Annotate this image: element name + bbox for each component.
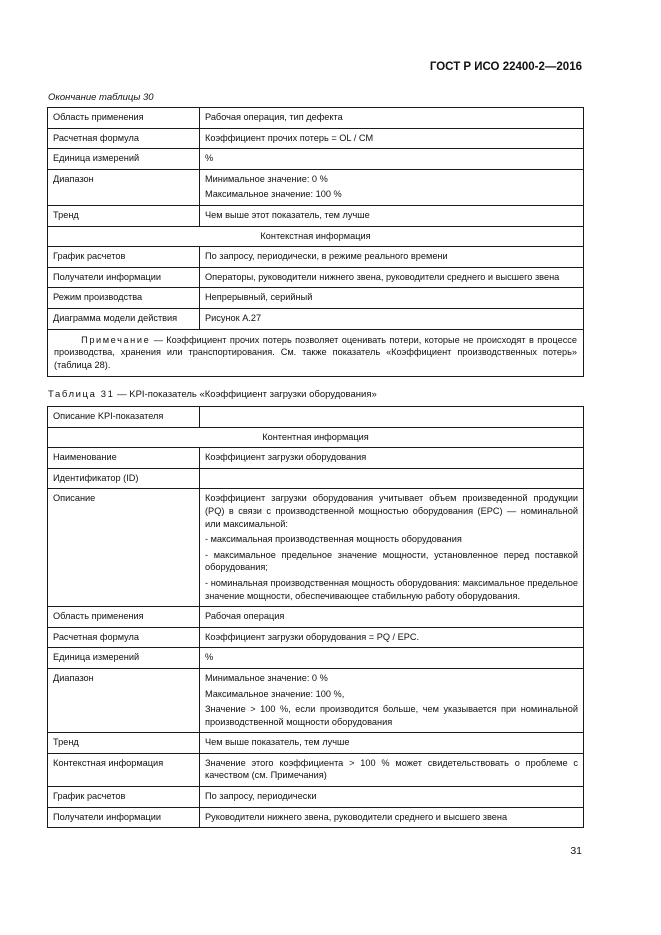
- table-note: [48, 329, 584, 377]
- row-label: Описание KPI-показателя: [48, 407, 200, 428]
- standard-number: ГОСТ Р ИСО 22400-2—2016: [429, 61, 582, 73]
- row-label: Диапазон: [48, 169, 200, 205]
- row-label: Получатели информации: [48, 267, 200, 288]
- row-value: %: [200, 648, 584, 669]
- row-value: Непрерывный, серийный: [200, 288, 584, 309]
- row-label: Область применения: [48, 108, 200, 129]
- row-value: Операторы, руководители нижнего звена, руководители среднего и высшего звена: [200, 267, 584, 288]
- table-row: [48, 733, 584, 754]
- table-row: [48, 169, 584, 205]
- table-row: [48, 607, 584, 628]
- row-value: По запросу, периодически: [200, 787, 584, 808]
- table-row: [48, 468, 584, 489]
- row-value: Минимальное значение: 0 % Максимальное значение: 100 %, Значение > 100 %, если производится больше, чем указывается при номинальной производственной мощности оборудования: [200, 668, 584, 732]
- row-label: Область применения: [48, 607, 200, 628]
- page-number: 31: [570, 845, 582, 857]
- table-row: [48, 308, 584, 329]
- row-value: Минимальное значение: 0 % Максимальное значение: 100 %: [200, 169, 584, 205]
- row-value: Чем выше этот показатель, тем лучше: [200, 205, 584, 226]
- table-row: [48, 448, 584, 469]
- table-row: [48, 205, 584, 226]
- table-30-caption: Окончание таблицы 30: [48, 92, 154, 103]
- row-value: Руководители нижнего звена, руководители среднего и высшего звена: [200, 807, 584, 828]
- row-label: Режим производства: [48, 288, 200, 309]
- row-value: Коэффициент прочих потерь = OL / CM: [200, 128, 584, 149]
- row-label: Контекстная информация: [48, 753, 200, 786]
- table-row: [48, 407, 584, 428]
- row-label: Идентификатор (ID): [48, 468, 200, 489]
- section-heading: Контентная информация: [48, 427, 584, 448]
- table-row: [48, 668, 584, 732]
- row-label: Единица измерений: [48, 648, 200, 669]
- table-row: [48, 267, 584, 288]
- row-label: Получатели информации: [48, 807, 200, 828]
- table-31: [47, 406, 584, 828]
- row-value: Рабочая операция, тип дефекта: [200, 108, 584, 129]
- row-value: По запросу, периодически, в режиме реального времени: [200, 247, 584, 268]
- table-row: [48, 149, 584, 170]
- note-label: Примечание: [81, 334, 151, 345]
- row-label: Тренд: [48, 733, 200, 754]
- row-label: Расчетная формула: [48, 128, 200, 149]
- row-label: Диаграмма модели действия: [48, 308, 200, 329]
- section-row: [48, 226, 584, 247]
- table-row: [48, 787, 584, 808]
- page-header: [0, 61, 661, 75]
- table-row: [48, 108, 584, 129]
- row-label: Диапазон: [48, 668, 200, 732]
- row-value: [200, 407, 584, 428]
- note-row: [48, 329, 584, 377]
- section-heading: Контекстная информация: [48, 226, 584, 247]
- table-row: [48, 807, 584, 828]
- table-row: [48, 627, 584, 648]
- row-value: [200, 468, 584, 489]
- row-label: Тренд: [48, 205, 200, 226]
- row-value: Чем выше показатель, тем лучше: [200, 733, 584, 754]
- table-row: [48, 648, 584, 669]
- row-value: Рисунок А.27: [200, 308, 584, 329]
- row-value: %: [200, 149, 584, 170]
- table-row: [48, 247, 584, 268]
- row-value: Значение этого коэффициента > 100 % может свидетельствовать о проблеме с качеством (см. Примечания): [200, 753, 584, 786]
- row-label: Наименование: [48, 448, 200, 469]
- table-row: [48, 753, 584, 786]
- row-label: Расчетная формула: [48, 627, 200, 648]
- row-value: Коэффициент загрузки оборудования: [200, 448, 584, 469]
- table-row: [48, 489, 584, 607]
- row-label: Единица измерений: [48, 149, 200, 170]
- row-value: Коэффициент загрузки оборудования учитывает объем произведенной продукции (PQ) в связи с производственной мощностью оборудования (EPC) — номинальной или максимальной: - максимальная производственная мощность оборудования - максимальное предельное значение мощности, установленное перед поставкой оборудования; - номинальная производственная мощность оборудования: максимальное предельное значение мощности, обеспечивающее стабильную работу оборудования.: [200, 489, 584, 607]
- table-31-caption: Таблица 31 — KPI-показатель «Коэффициент загрузки оборудования»: [48, 389, 377, 400]
- section-row: [48, 427, 584, 448]
- note-text: — Коэффициент прочих потерь позволяет оценивать потери, которые не происходят в процессе производства, хранения или транспортирования. См. также показатель «Коэффициент производственных потерь» (таблица 28).: [54, 334, 577, 370]
- table-30: [47, 107, 584, 377]
- row-value: Коэффициент загрузки оборудования = PQ / EPC.: [200, 627, 584, 648]
- row-label: График расчетов: [48, 247, 200, 268]
- row-label: Описание: [48, 489, 200, 607]
- row-value: Рабочая операция: [200, 607, 584, 628]
- table-row: [48, 128, 584, 149]
- row-label: График расчетов: [48, 787, 200, 808]
- table-row: [48, 288, 584, 309]
